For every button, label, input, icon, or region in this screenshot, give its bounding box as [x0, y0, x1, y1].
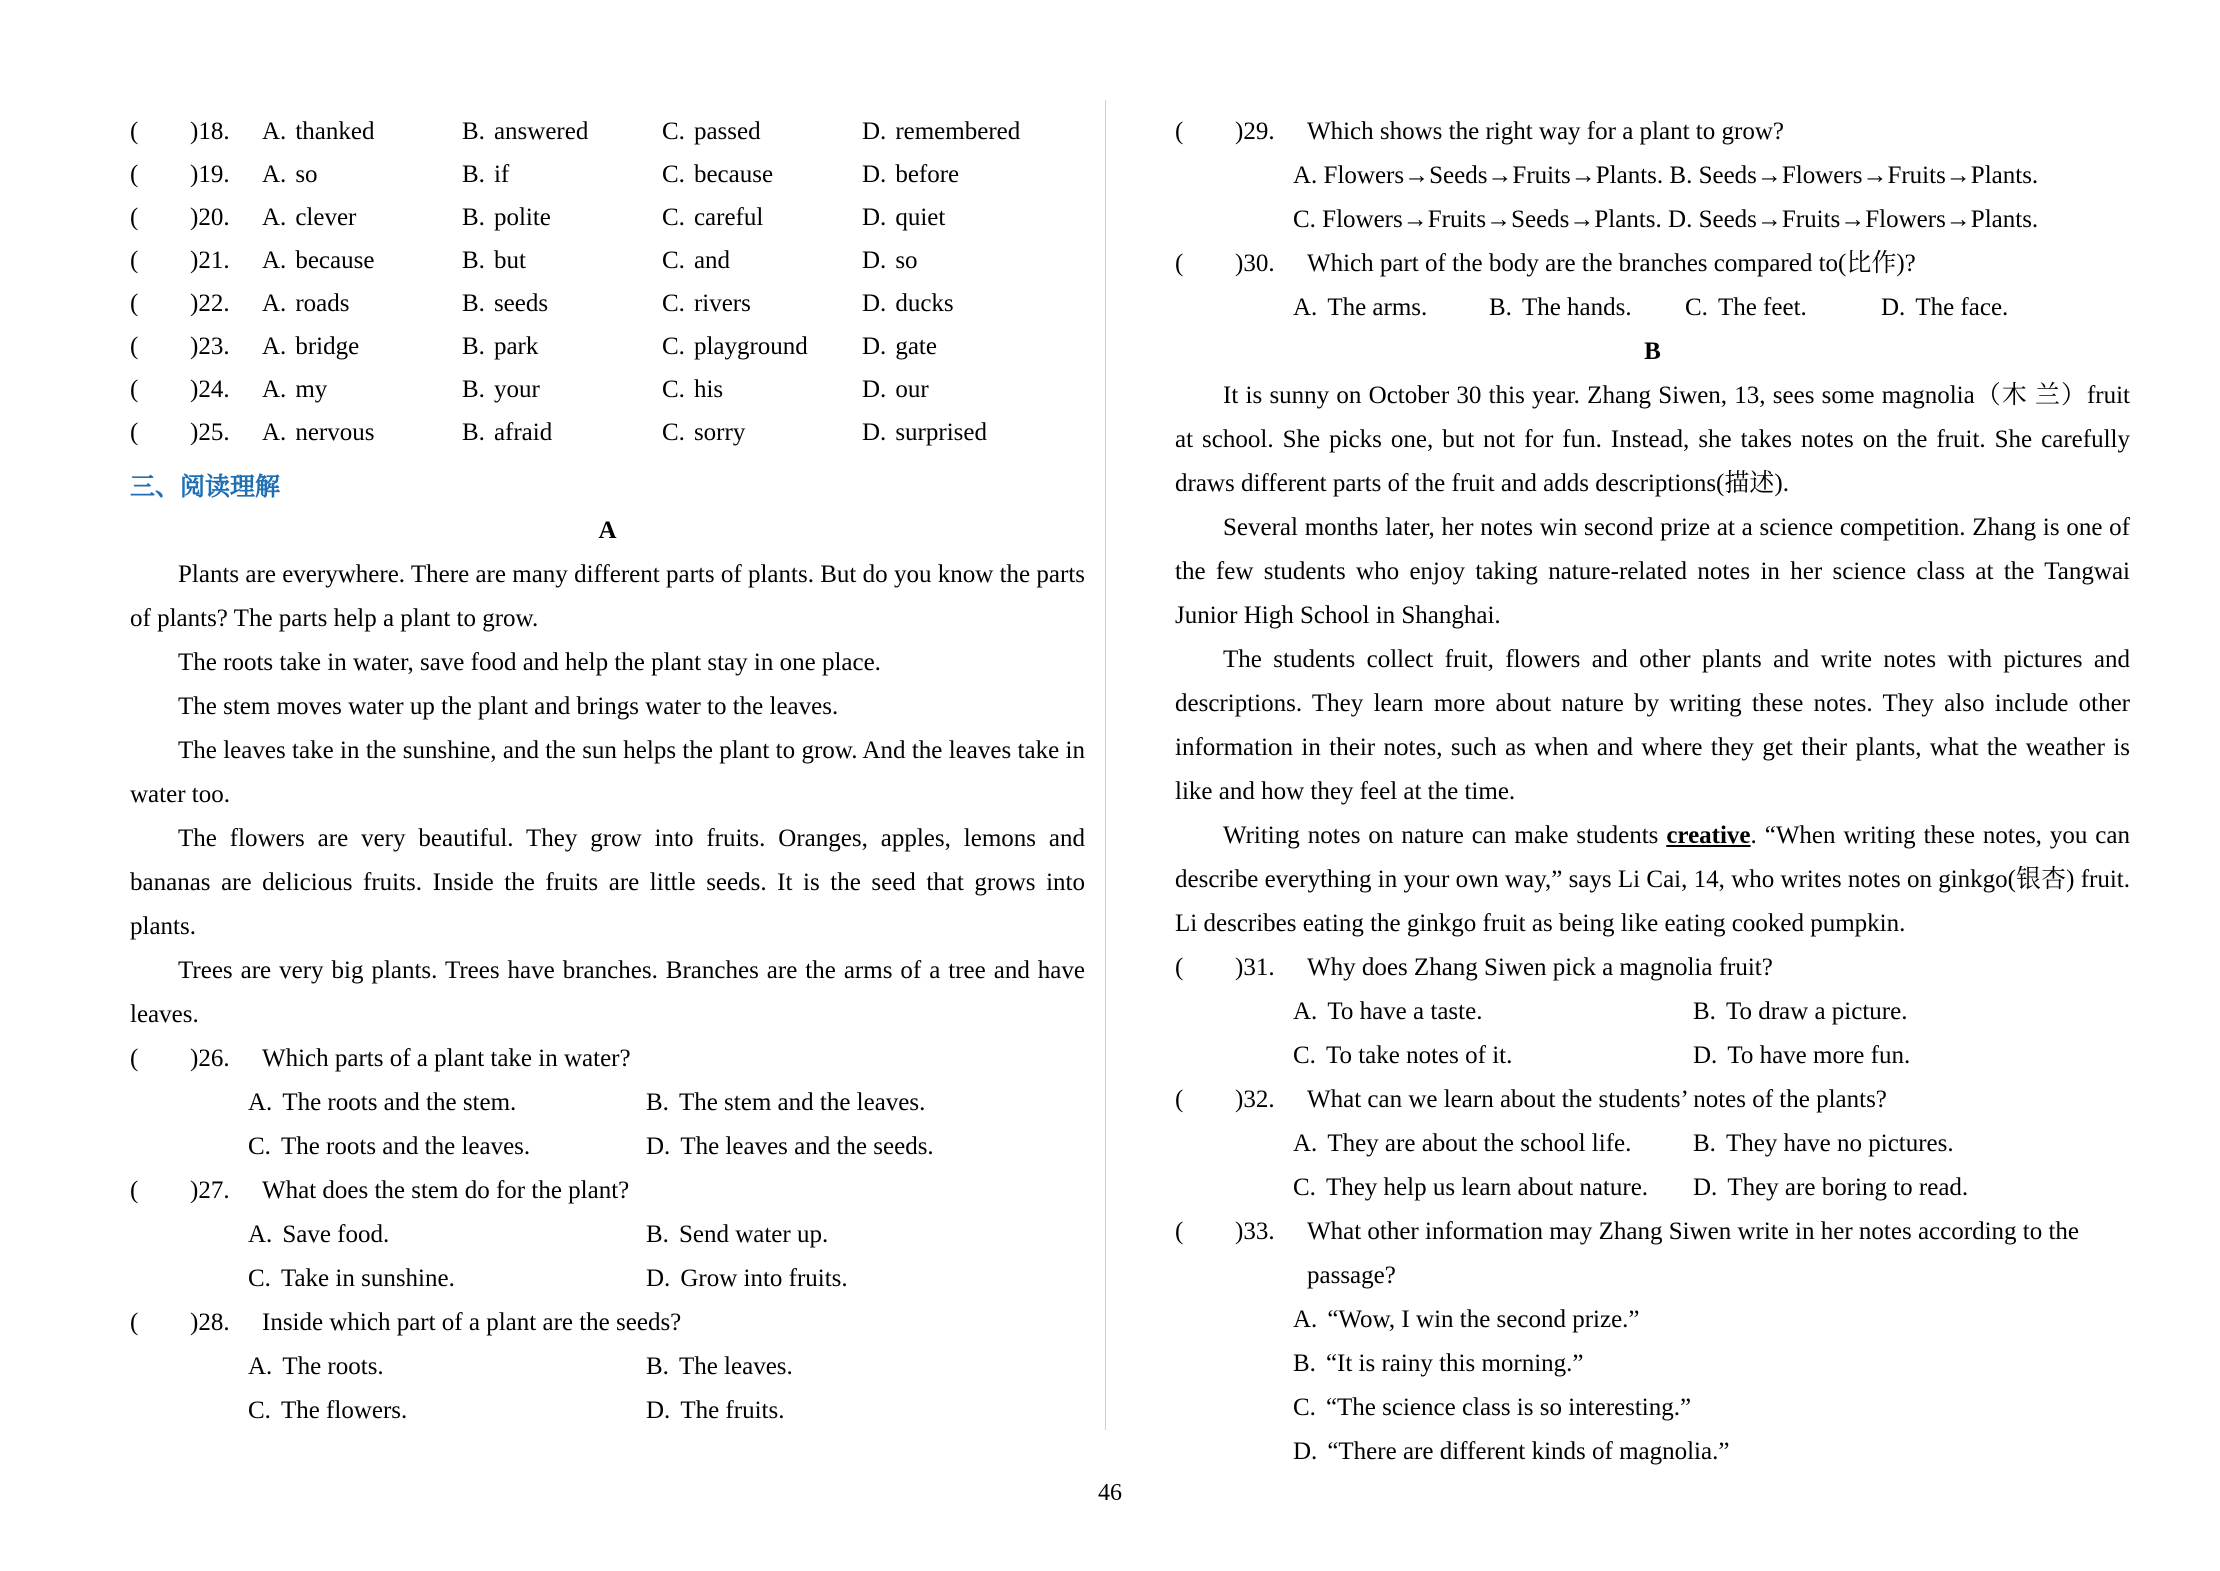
answer-bracket[interactable]: (: [130, 419, 140, 446]
choice-label-c: C.: [248, 1133, 271, 1160]
choice-b[interactable]: [646, 1081, 1044, 1125]
choice-label-d: D.: [1293, 1438, 1318, 1465]
question-text: Which part of the body are the branches compared to(比作)?: [1307, 250, 1916, 277]
question-32: [1175, 1078, 2130, 1210]
choice-c[interactable]: [1293, 1034, 1693, 1078]
question-number: )27.: [190, 1177, 230, 1204]
choice-text-c: Take in sunshine.: [280, 1265, 455, 1292]
question-text: Why does Zhang Siwen pick a magnolia fruit?: [1307, 954, 1773, 981]
choice-text-a: roads: [295, 290, 350, 317]
choice-label-b: B.: [646, 1221, 669, 1248]
page-number: 46: [1098, 1480, 1122, 1506]
choice-label-b: B.: [462, 333, 485, 360]
choice-b[interactable]: [1293, 1342, 2130, 1386]
answer-bracket[interactable]: (: [130, 161, 140, 188]
answer-bracket[interactable]: (: [130, 247, 140, 274]
choice-label-b: B.: [646, 1353, 669, 1380]
choice-b[interactable]: [1693, 990, 2093, 1034]
choice-text-d: “There are different kinds of magnolia.”: [1327, 1438, 1730, 1465]
choice-text-c: passed: [693, 118, 761, 145]
choice-text-c: sorry: [693, 419, 746, 446]
choice-text-c: The roots and the leaves.: [280, 1133, 531, 1160]
choice-label-b: B.: [1293, 1350, 1316, 1377]
question-33: [1175, 1210, 2130, 1474]
choice-label-a: A.: [262, 161, 287, 188]
choice-a[interactable]: [262, 196, 462, 239]
choice-b[interactable]: [462, 325, 662, 368]
choice-label-d: D.: [862, 333, 887, 360]
choice-d[interactable]: [862, 196, 1062, 239]
question-number: )33.: [1235, 1218, 1275, 1245]
passage-a-paragraph-2: The roots take in water, save food and help the plant stay in one place.: [178, 649, 881, 676]
choice-label-b: B.: [462, 247, 485, 274]
choice-c[interactable]: [662, 196, 862, 239]
choice-d[interactable]: [862, 411, 1062, 454]
question-text: Inside which part of a plant are the seeds?: [262, 1309, 682, 1336]
passage-b-paragraph-3: The students collect fruit, flowers and other plants and write notes with pictures and descriptions. They learn more about nature by writing these notes. They also include other information in their notes, such as when and where they get their plants, what the weather is like and how they feel at the time.: [1175, 646, 2130, 805]
choice-c[interactable]: [1293, 1166, 1693, 1210]
question-number: )22.: [190, 290, 230, 317]
choice-label-a: A.: [262, 290, 287, 317]
choice-d[interactable]: [862, 153, 1062, 196]
choice-text-a: thanked: [295, 118, 375, 145]
choice-text-d: The leaves and the seeds.: [680, 1133, 934, 1160]
choice-label-b: B.: [1489, 294, 1512, 321]
choice-label-a: A.: [262, 419, 287, 446]
passage-b-paragraph-1: It is sunny on October 30 this year. Zhang Siwen, 13, sees some magnolia（木 兰）fruit at school. She picks one, but not for fun. Instead, she takes notes on the fruit. She carefully draws different parts of the fruit and adds descriptions(描述).: [1175, 382, 2130, 497]
choice-text-d: The fruits.: [680, 1397, 785, 1424]
choice-label-a: A.: [248, 1221, 273, 1248]
choice-d[interactable]: [862, 110, 1062, 153]
question-text: What can we learn about the students’ notes of the plants?: [1307, 1086, 1887, 1113]
answer-bracket[interactable]: (: [130, 1177, 140, 1204]
passage-a-letter: A: [598, 517, 617, 544]
choice-c[interactable]: [248, 1389, 646, 1433]
choice-text-d: To have more fun.: [1727, 1042, 1911, 1069]
choice-d[interactable]: [646, 1389, 1044, 1433]
choice-label-b: B.: [1693, 998, 1716, 1025]
choice-b[interactable]: [646, 1213, 1044, 1257]
cloze-option-row: [130, 325, 1085, 368]
choice-label-a: A.: [248, 1089, 273, 1116]
choice-text-b: but: [493, 247, 526, 274]
cloze-option-row: [130, 239, 1085, 282]
highlighted-word: creative: [1666, 822, 1751, 849]
passage-b-paragraph-2: Several months later, her notes win second prize at a science competition. Zhang is one of the few students who enjoy taking nature-related notes in her science class at the Tangwai Junior High School in Shanghai.: [1175, 514, 2130, 629]
choice-a[interactable]: [1293, 990, 1693, 1034]
answer-bracket[interactable]: (: [130, 376, 140, 403]
choice-label-b: B.: [462, 376, 485, 403]
choice-text-b: They have no pictures.: [1725, 1130, 1954, 1157]
choice-text-a: To have a taste.: [1327, 998, 1483, 1025]
choice-label-b: B.: [646, 1089, 669, 1116]
choice-label-c: C.: [662, 376, 685, 403]
question-number: )24.: [190, 376, 230, 403]
choice-text-d: surprised: [895, 419, 987, 446]
choice-d[interactable]: [862, 368, 1062, 411]
choice-cd-line: C. Flowers→Fruits→Seeds→Plants. D. Seeds→Fruits→Flowers→Plants.: [1293, 206, 2039, 233]
choice-label-c: C.: [662, 204, 685, 231]
choice-c[interactable]: [662, 239, 862, 282]
passage-a-paragraph-3: The stem moves water up the plant and brings water to the leaves.: [178, 693, 839, 720]
choice-label-d: D.: [862, 161, 887, 188]
choice-text-d: our: [895, 376, 929, 403]
question-number: )31.: [1235, 954, 1275, 981]
choice-text-c: “The science class is so interesting.”: [1325, 1394, 1692, 1421]
passage-a-paragraph-4: The leaves take in the sunshine, and the sun helps the plant to grow. And the leaves take in water too.: [130, 737, 1085, 808]
choice-text-b: your: [493, 376, 540, 403]
choices-row-1[interactable]: [1175, 154, 2130, 198]
choice-d[interactable]: [1693, 1166, 2093, 1210]
question-number: )19.: [190, 161, 230, 188]
choice-label-b: B.: [1693, 1130, 1716, 1157]
choices-row-2[interactable]: [1175, 198, 2130, 242]
choice-text-c: careful: [693, 204, 764, 231]
choice-text-d: so: [895, 247, 918, 274]
choice-text-b: afraid: [493, 419, 553, 446]
question-28: [130, 1301, 1085, 1433]
question-number: )29.: [1235, 118, 1275, 145]
choice-text-d: Grow into fruits.: [680, 1265, 848, 1292]
choice-ab-line: A. Flowers→Seeds→Fruits→Plants. B. Seeds→Flowers→Fruits→Plants.: [1293, 162, 2039, 189]
choice-text-b: The hands.: [1521, 294, 1632, 321]
choice-a[interactable]: [248, 1081, 646, 1125]
question-number: )25.: [190, 419, 230, 446]
answer-bracket[interactable]: (: [130, 1045, 140, 1072]
choice-label-c: C.: [1293, 1174, 1316, 1201]
right-column: [1175, 110, 2130, 1474]
choice-d[interactable]: [862, 239, 1062, 282]
cloze-option-row: [130, 153, 1085, 196]
question-number: )20.: [190, 204, 230, 231]
choice-text-a: clever: [295, 204, 357, 231]
choice-c[interactable]: [248, 1125, 646, 1169]
choice-text-d: The face.: [1915, 294, 2009, 321]
choice-a[interactable]: [1293, 1122, 1693, 1166]
choice-a[interactable]: [262, 239, 462, 282]
choice-label-a: A.: [1293, 998, 1318, 1025]
choice-text-a: The roots.: [282, 1353, 384, 1380]
answer-bracket[interactable]: (: [1175, 954, 1185, 981]
choice-text-c: playground: [693, 333, 808, 360]
question-number: )28.: [190, 1309, 230, 1336]
choice-label-b: B.: [462, 204, 485, 231]
choice-label-c: C.: [662, 118, 685, 145]
question-26: [130, 1037, 1085, 1169]
choice-label-c: C.: [1685, 294, 1708, 321]
question-number: )32.: [1235, 1086, 1275, 1113]
choice-c[interactable]: [662, 282, 862, 325]
question-text: What does the stem do for the plant?: [262, 1177, 630, 1204]
choice-text-c: The flowers.: [280, 1397, 408, 1424]
passage-b-paragraph-4: [1175, 814, 2130, 946]
choice-a[interactable]: [262, 325, 462, 368]
cloze-option-row: [130, 411, 1085, 454]
choice-text-d: before: [895, 161, 960, 188]
question-number: )18.: [190, 118, 230, 145]
choice-text-c: rivers: [693, 290, 751, 317]
choice-text-b: answered: [493, 118, 589, 145]
choice-text-a: so: [295, 161, 318, 188]
choice-text-a: my: [295, 376, 328, 403]
choice-label-d: D.: [1693, 1174, 1718, 1201]
choice-b[interactable]: [462, 368, 662, 411]
cloze-option-row: [130, 196, 1085, 239]
answer-bracket[interactable]: (: [130, 1309, 140, 1336]
choice-c[interactable]: [1293, 1386, 2130, 1430]
question-text: Which parts of a plant take in water?: [262, 1045, 631, 1072]
passage-b-p4-after: . “When writing these notes, you can describe everything in your own way,” says Li Cai, 14, who writes notes on ginkgo(银杏) fruit. Li describes eating the ginkgo fruit as being like eating cooked pumpkin.: [1175, 822, 2130, 937]
question-text: Which shows the right way for a plant to grow?: [1307, 118, 1784, 145]
choice-text-a: Save food.: [282, 1221, 390, 1248]
choice-text-a: nervous: [295, 419, 375, 446]
choice-text-a: because: [295, 247, 375, 274]
question-30: [1175, 242, 2130, 330]
choice-label-d: D.: [862, 118, 887, 145]
answer-bracket[interactable]: (: [130, 333, 140, 360]
choice-a[interactable]: [262, 153, 462, 196]
choice-text-a: The arms.: [1327, 294, 1428, 321]
choice-text-c: They help us learn about nature.: [1325, 1174, 1649, 1201]
choice-label-c: C.: [662, 247, 685, 274]
choice-label-c: C.: [662, 333, 685, 360]
choice-label-d: D.: [862, 419, 887, 446]
choice-d[interactable]: [862, 282, 1062, 325]
choice-label-a: A.: [1293, 294, 1318, 321]
choice-c[interactable]: [248, 1257, 646, 1301]
choice-c[interactable]: [662, 411, 862, 454]
choice-a[interactable]: [262, 368, 462, 411]
question-number: )21.: [190, 247, 230, 274]
choice-label-d: D.: [862, 290, 887, 317]
choice-text-b: if: [493, 161, 510, 188]
question-text: What other information may Zhang Siwen write in her notes according to the: [1307, 1218, 2079, 1245]
question-number: )30.: [1235, 250, 1275, 277]
passage-a-paragraph-5: The flowers are very beautiful. They grow into fruits. Oranges, apples, lemons and bananas are delicious fruits. Inside the fruits are little seeds. It is the seed that grows into plants.: [130, 825, 1085, 940]
choice-text-d: gate: [895, 333, 937, 360]
choice-b[interactable]: [462, 196, 662, 239]
cloze-option-row: [130, 368, 1085, 411]
choice-label-d: D.: [646, 1133, 671, 1160]
choice-b[interactable]: [1489, 286, 1685, 330]
choice-label-a: A.: [1293, 1130, 1318, 1157]
choice-a[interactable]: [262, 411, 462, 454]
cloze-option-row: [130, 282, 1085, 325]
answer-bracket[interactable]: (: [1175, 250, 1185, 277]
choice-text-d: They are boring to read.: [1727, 1174, 1969, 1201]
answer-bracket[interactable]: (: [130, 204, 140, 231]
choice-label-d: D.: [646, 1397, 671, 1424]
choice-label-a: A.: [262, 247, 287, 274]
question-number: )26.: [190, 1045, 230, 1072]
choice-text-b: polite: [493, 204, 551, 231]
question-29: [1175, 110, 2130, 242]
choice-b[interactable]: [462, 110, 662, 153]
choice-c[interactable]: [1685, 286, 1881, 330]
choice-text-d: ducks: [895, 290, 954, 317]
choice-label-d: D.: [862, 247, 887, 274]
choice-label-d: D.: [862, 376, 887, 403]
choice-text-c: and: [693, 247, 731, 274]
choice-b[interactable]: [646, 1345, 1044, 1389]
choice-text-b: “It is rainy this morning.”: [1325, 1350, 1584, 1377]
choice-text-b: seeds: [493, 290, 549, 317]
choice-text-a: They are about the school life.: [1327, 1130, 1632, 1157]
choice-label-a: A.: [262, 333, 287, 360]
choice-c[interactable]: [662, 368, 862, 411]
choice-d[interactable]: [646, 1257, 1044, 1301]
choice-d[interactable]: [1881, 286, 2077, 330]
choice-label-b: B.: [462, 161, 485, 188]
choice-label-a: A.: [262, 204, 287, 231]
choice-text-c: because: [693, 161, 774, 188]
choice-label-c: C.: [662, 290, 685, 317]
choice-a[interactable]: [248, 1213, 646, 1257]
choice-label-c: C.: [662, 161, 685, 188]
choice-a[interactable]: [248, 1345, 646, 1389]
choice-text-b: To draw a picture.: [1725, 998, 1908, 1025]
column-divider: [1105, 100, 1106, 1430]
answer-bracket[interactable]: (: [1175, 1218, 1185, 1245]
choice-text-a: bridge: [295, 333, 360, 360]
choice-d[interactable]: [1693, 1034, 2093, 1078]
choice-text-d: quiet: [895, 204, 946, 231]
choice-c[interactable]: [662, 153, 862, 196]
choice-label-d: D.: [646, 1265, 671, 1292]
choice-label-c: C.: [248, 1397, 271, 1424]
choice-text-b: park: [493, 333, 539, 360]
choice-label-a: A.: [248, 1353, 273, 1380]
choice-b[interactable]: [462, 282, 662, 325]
choice-label-d: D.: [862, 204, 887, 231]
choice-text-c: his: [693, 376, 724, 403]
question-31: [1175, 946, 2130, 1078]
choice-label-a: A.: [262, 376, 287, 403]
cloze-options-list: [130, 110, 1085, 454]
passage-b-p4-before: Writing notes on nature can make students: [1223, 822, 1667, 849]
choice-d[interactable]: [1293, 1430, 2130, 1474]
choice-text-c: The feet.: [1717, 294, 1807, 321]
choice-text-c: To take notes of it.: [1325, 1042, 1513, 1069]
choice-label-c: C.: [1293, 1042, 1316, 1069]
left-column: [130, 110, 1085, 1433]
answer-bracket[interactable]: (: [130, 290, 140, 317]
passage-a-paragraph-1: Plants are everywhere. There are many different parts of plants. But do you know the parts of plants? The parts help a plant to grow.: [130, 561, 1085, 632]
choice-label-c: C.: [662, 419, 685, 446]
choice-label-b: B.: [462, 118, 485, 145]
passage-a-paragraph-6: Trees are very big plants. Trees have branches. Branches are the arms of a tree and have leaves.: [130, 957, 1085, 1028]
choice-label-d: D.: [1881, 294, 1906, 321]
answer-bracket[interactable]: (: [130, 118, 140, 145]
choice-text-b: The stem and the leaves.: [678, 1089, 926, 1116]
section-heading-reading: 三、阅读理解: [130, 472, 281, 501]
choice-label-b: B.: [462, 419, 485, 446]
choice-label-d: D.: [1693, 1042, 1718, 1069]
choice-a[interactable]: [1293, 1298, 2130, 1342]
choice-a[interactable]: [262, 282, 462, 325]
choice-text-a: The roots and the stem.: [282, 1089, 517, 1116]
choice-text-b: The leaves.: [678, 1353, 793, 1380]
choice-b[interactable]: [462, 153, 662, 196]
cloze-option-row: [130, 110, 1085, 153]
choice-label-b: B.: [462, 290, 485, 317]
choice-d[interactable]: [862, 325, 1062, 368]
choice-a[interactable]: [262, 110, 462, 153]
choice-text-b: Send water up.: [678, 1221, 829, 1248]
choice-b[interactable]: [462, 239, 662, 282]
question-text-continued: passage?: [1307, 1262, 1396, 1289]
choice-label-a: A.: [262, 118, 287, 145]
choice-label-c: C.: [1293, 1394, 1316, 1421]
choice-c[interactable]: [662, 110, 862, 153]
choice-label-c: C.: [248, 1265, 271, 1292]
choice-b[interactable]: [1693, 1122, 2093, 1166]
choice-d[interactable]: [646, 1125, 1044, 1169]
question-27: [130, 1169, 1085, 1301]
answer-bracket[interactable]: (: [1175, 1086, 1185, 1113]
question-number: )23.: [190, 333, 230, 360]
choice-c[interactable]: [662, 325, 862, 368]
answer-bracket[interactable]: (: [1175, 118, 1185, 145]
choice-text-a: “Wow, I win the second prize.”: [1327, 1306, 1640, 1333]
choice-a[interactable]: [1293, 286, 1489, 330]
choice-b[interactable]: [462, 411, 662, 454]
passage-b-letter: B: [1644, 338, 1661, 365]
choice-label-a: A.: [1293, 1306, 1318, 1333]
choice-text-d: remembered: [895, 118, 1021, 145]
